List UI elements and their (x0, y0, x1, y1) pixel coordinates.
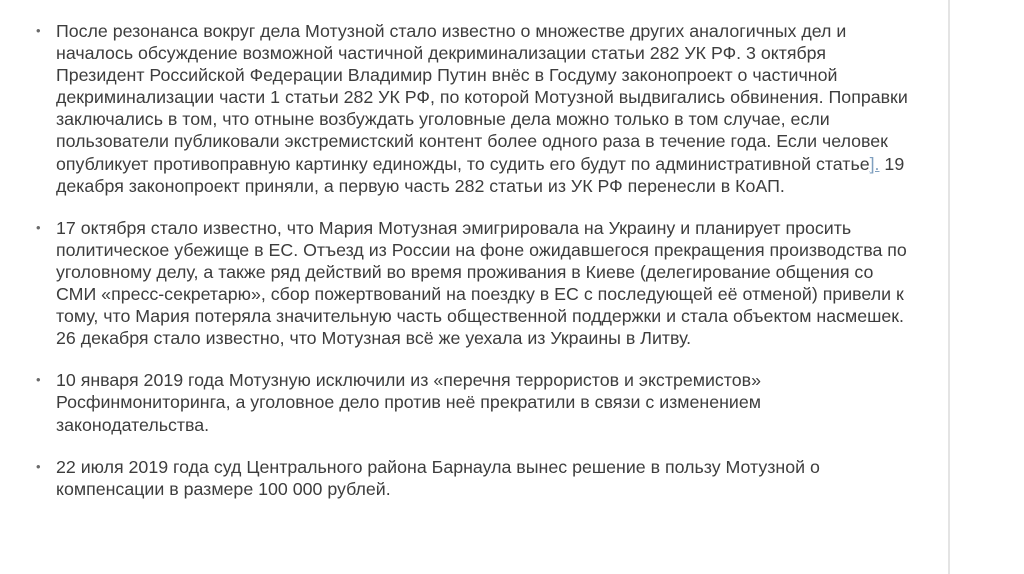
bullet-dot-icon: • (36, 458, 41, 474)
right-divider (948, 0, 950, 574)
bullet-dot-icon: • (36, 372, 41, 388)
bullet-item (34, 456, 914, 500)
bullet-text: После резонанса вокруг дела Мотузной стало известно о множестве других аналогичных дел и началось обсуждение возможной частичной декриминализации статьи 282 УК РФ. 3 октября Президент Российской Федерации Владимир Путин внёс в Госдуму законопроект о частичной декриминализации части 1 статьи 282 УК РФ, по которой Мотузной выдвигались обвинения. Поправки заключались в том, что отныне возбуждать уголовные дела можно только в том случае, если пользователи публиковали экстремистский контент более одного раза в течение года. Если человек опубликует противоправную картинку единожды, то судить его будут по административной статье (56, 21, 908, 174)
bullet-item (34, 217, 914, 350)
bullet-text: 17 октября стало известно, что Мария Мотузная эмигрировала на Украину и планирует просить политическое убежище в ЕС. Отъезд из России на фоне ожидавшегося прекращения производства по уголовному делу, а также ряд действий во время проживания в Киеве (делегирование общения со СМИ «пресс-секретарю», сбор пожертвований на поездку в ЕС с последующей её отменой) привели к тому, что Мария потеряла значительную часть общественной поддержки и стала объектом насмешек. 26 декабря стало известно, что Мотузная всё же уехала из Украины в Литву. (56, 217, 907, 349)
bullet-item (34, 369, 914, 435)
bullet-text: 10 января 2019 года Мотузную исключили из «перечня террористов и экстремистов» Росфинмониторинга, а уголовное дело против неё прекратили в связи с изменением законодательства. (56, 370, 761, 435)
bullet-text: 22 июля 2019 года суд Центрального района Барнаула вынес решение в пользу Мотузной о компенсации в размере 100 000 рублей. (56, 456, 820, 499)
bullet-list (34, 20, 914, 520)
reference-link[interactable]: ]. (869, 153, 880, 174)
bullet-item (34, 20, 914, 197)
bullet-dot-icon: • (36, 23, 41, 38)
bullet-dot-icon: • (36, 219, 41, 235)
bullet-text-continued: 19 декабря законопроект приняли, а первую часть 282 статьи из УК РФ перенесли в КоАП. (56, 153, 905, 196)
